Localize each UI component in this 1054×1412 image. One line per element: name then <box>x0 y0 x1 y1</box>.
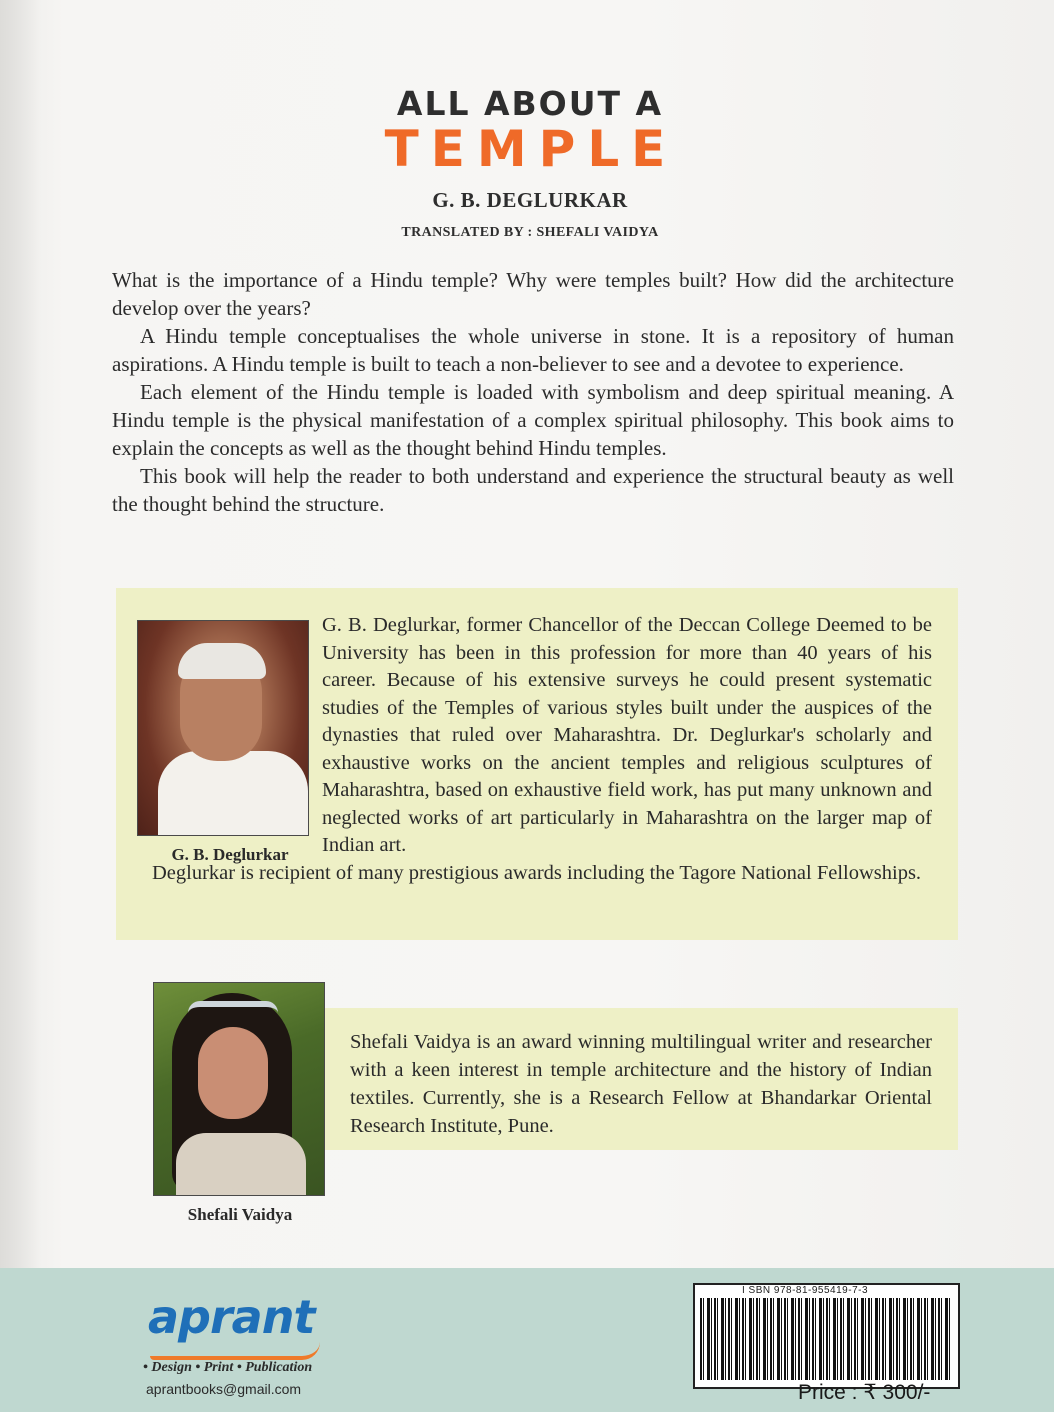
photo-clothing <box>176 1133 306 1196</box>
publisher-email: aprantbooks@gmail.com <box>146 1381 302 1397</box>
logo-swoosh-icon <box>150 1342 320 1360</box>
translator-credit: TRANSLATED BY : SHEFALI VAIDYA <box>401 225 659 240</box>
isbn-number: I SBN 978-81-955419-7-3 <box>742 1285 869 1296</box>
photo-shirt <box>158 751 308 836</box>
translator-photo-caption: Shefali Vaidya <box>187 1205 293 1224</box>
photo-sunglasses <box>188 1001 278 1025</box>
blurb-paragraph: This book will help the reader to both understand and experience the structural beauty as well the thought behind the structure. <box>112 464 954 516</box>
blurb <box>112 266 954 518</box>
blurb-paragraph: A Hindu temple conceptualises the whole universe in stone. It is a repository of human aspirations. A Hindu temple is built to teach a non-believer to see and a devotee to experience. <box>112 324 954 376</box>
publisher-logo: aprant <box>148 1290 315 1344</box>
barcode-icon <box>700 1298 950 1380</box>
title-line-2: TEMPLE <box>384 120 678 178</box>
price-label: Price : ₹ 300/- <box>798 1381 931 1404</box>
author-bio-text: G. B. Deglurkar, former Chancellor of the Deccan College Deemed to be University has been in this profession for more than 40 years of his career. Because of his extensive surveys he could present systematic studies of the Temples of various styles built under the auspices of the dynasties that ruled over Maharashtra. Dr. Deglurkar's scholarly and exhaustive works on the ancient temples and religious sculptures of Maharashtra, based on exhaustive field work, has put many unknown and neglected works of art particularly in Maharashtra on the larger map of Indian art. <box>322 614 932 856</box>
author-bio-awards: Deglurkar is recipient of many prestigious awards including the Tagore National Fellowships. <box>152 862 922 884</box>
blurb-paragraph: What is the importance of a Hindu temple? Why were temples built? How did the architecture develop over the years? <box>112 268 954 320</box>
translator-photo <box>153 982 325 1196</box>
author-photo-caption: G. B. Deglurkar <box>171 845 289 864</box>
photo-face <box>198 1027 268 1119</box>
photo-hair <box>178 643 266 679</box>
translator-bio-text: Shefali Vaidya is an award winning multilingual writer and researcher with a keen interest in temple architecture and the history of Indian textiles. Currently, she is a Research Fellow at Bhandarkar Oriental Research Institute, Pune. <box>350 1031 932 1137</box>
blurb-paragraph: Each element of the Hindu temple is loaded with symbolism and deep spiritual meaning. A Hindu temple is the physical manifestation of a complex spiritual philosophy. This book aims to explain the concepts as well as the thought behind Hindu temples. <box>112 380 954 460</box>
author-photo <box>137 620 309 836</box>
title-line-1: ALL ABOUT A <box>396 84 664 123</box>
publisher-tagline: • Design • Print • Publication <box>143 1360 313 1375</box>
author-name: G. B. DEGLURKAR <box>432 188 628 212</box>
